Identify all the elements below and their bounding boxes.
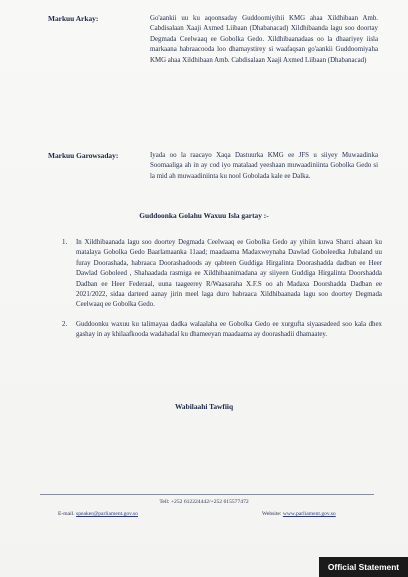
website-label: Website: bbox=[262, 511, 283, 517]
website-link[interactable]: www.parliament.gov.so bbox=[282, 511, 336, 517]
list-item bbox=[62, 238, 382, 311]
entry-label: Markuu Garowsaday: bbox=[48, 151, 119, 160]
entry-markuu-garowsaday bbox=[48, 151, 378, 182]
official-statement-badge: Official Statement bbox=[319, 557, 408, 577]
item-text: In Xildhibaanada lagu soo doortey Degmada Ceelwaaq ee Gobolka Gedo ay yihiin kuwa Sharci ahaan ku matalaya Gobolka Gedo Baarlamaanka 11aad; maadaama Madaxweynaha Dawlad Goboleedka Jubaland uu furay Doorashada, habraaca Doorashadoods ay qabteen Guddiga Hirgalinta Doorashadda dadban ee Heer Dawlad Goboleed , Shahaadada rasmiga ee Xildhibaanimadana ay siiyeen Guddiga Hirgalinta Doorshadda Dadban ee Heer Federaal, uuna taageerey R/Waasaraha X.F.S oo ah Madaxa Doorshadda Dadban ee 2021/2022, sidaa darteed aanay jirin meel laga duro habraaca Xildhibaanada lagu soo doortey Degmada Ceelwaaq ee Gobolka Gedo. bbox=[76, 239, 382, 309]
item-text: Guddoonku waxuu ku talimayaa dadka walaalaha ee Gobolka Gedo ee xurgufta siyaasadeed soo kala dhex gashay in ay khilaafkooda wadahadal ku dhameeyan maadaama ay doorashadii dhamaatey. bbox=[76, 320, 382, 339]
entry-text: Go'aankii uu ku aqoonsaday Guddoomiyihii KMG ahaa Xildhibaan Amb. Cabdisalaan Xaaji Axmed Liibaan (Dhabanacad) Xildhibaanda lagu soo doortay Degmada Ceelwaaq ee Gobolka Gedo. Xildhibaanadaas oo la dhaariyey iisla markaana habraacooda loo dhamaystirey si waafaqsan go'aankii Guddoomiyaha KMG ahaa Xildhibaan Amb. Cabdisalaan Xaaji Axmed Liibaan (Dhabanacad) bbox=[150, 15, 378, 64]
email-link[interactable]: speaker@parliament.gov.so bbox=[76, 511, 138, 517]
resolution-list bbox=[62, 238, 382, 350]
entry-label: Markuu Arkay: bbox=[48, 14, 99, 23]
entry-text: Iyada oo la raacayo Xaqa Dastuurka KMG ee JFS u siiyey Muwaadinka Soomaaliga ah in ay cod iyo matalaad yeeshaan muwaadiniinta Gobolka Gedo si la mid ah muwaadiniinta ku nool Gobolada kale ee Dalka. bbox=[150, 152, 378, 180]
list-item bbox=[62, 320, 382, 341]
footer-tel: Tell: +252 612224442/+252 615577472 bbox=[159, 499, 249, 505]
entry-markuu-arkay bbox=[48, 14, 378, 66]
item-number: 2. bbox=[62, 320, 68, 328]
resolution-heading: Guddoonka Golahu Waxuu Isla gartay :- bbox=[139, 211, 269, 220]
footer-website bbox=[262, 511, 336, 517]
footer-divider bbox=[40, 494, 374, 495]
email-label: E-mail. bbox=[58, 511, 75, 517]
footer-email bbox=[58, 511, 138, 517]
item-number: 1. bbox=[62, 239, 68, 246]
closing-line: Wabilaahi Tawfiiq bbox=[174, 402, 234, 411]
